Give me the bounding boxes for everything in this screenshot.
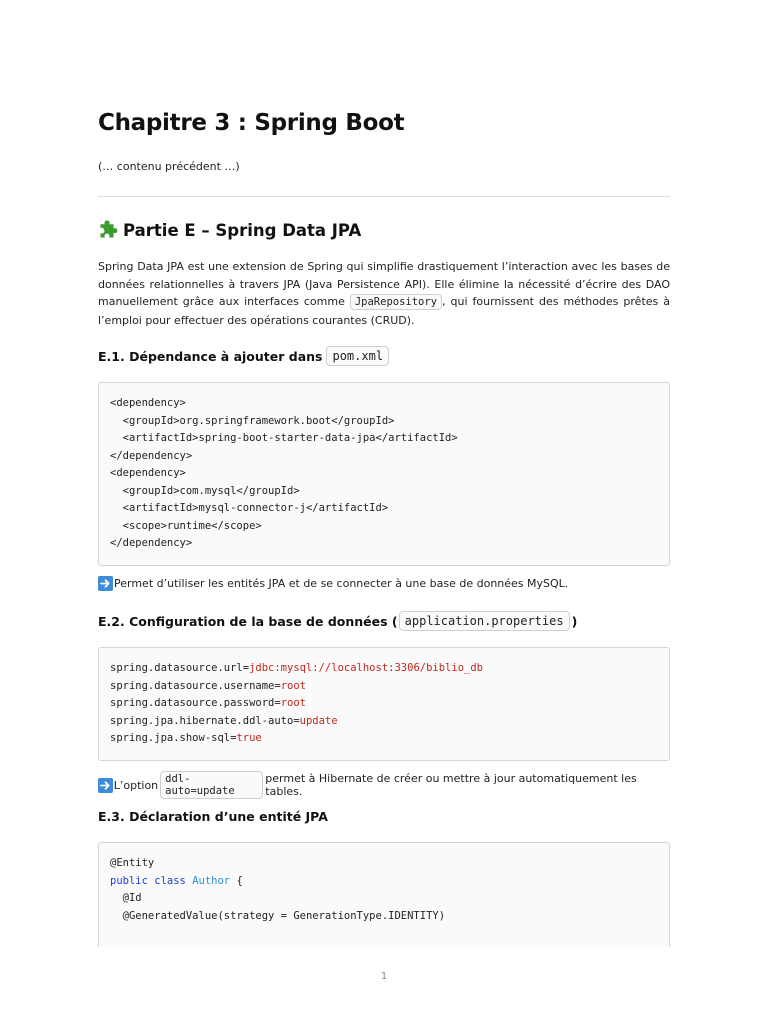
intro-text-part1: Spring Data JPA est une extension de Spring qui simplifie drastiquement l’interaction avec les bases de données relationnelles à travers JPA (Java Persistence API). Elle élimine la nécessité d’écrire des DAO manuellement grâce aux interfaces comme — [98, 260, 670, 308]
inline-code-pom-xml: pom.xml — [326, 346, 389, 366]
class-name: Author — [192, 874, 231, 887]
code-line: <artifactId>spring-boot-starter-data-jpa</artifactId> — [110, 432, 458, 444]
subsection-heading-e2 — [98, 611, 577, 631]
code-line: @GeneratedValue(strategy = GenerationType.IDENTITY) — [110, 909, 446, 922]
code-line: spring.jpa.show-sql=true — [110, 732, 262, 744]
note-e1 — [98, 576, 568, 591]
code-line: spring.datasource.url=jdbc:mysql://localhost:3306/biblio_db — [110, 662, 483, 674]
section-heading — [98, 218, 361, 242]
note-text-before: L’option — [113, 778, 159, 792]
code-line: <groupId>org.springframework.boot</groupId> — [110, 414, 395, 427]
code-line: spring.datasource.password=root — [110, 697, 306, 709]
code-line: spring.jpa.hibernate.ddl-auto=update — [110, 714, 338, 727]
note-text-after: permet à Hibernate de créer ou mettre à jour automatiquement les tables. — [265, 772, 637, 798]
note-text: Permet d’utiliser les entités JPA et de se connecter à une base de données MySQL. — [114, 577, 569, 590]
code-line: </dependency> — [110, 537, 193, 549]
code-block-dependencies — [98, 382, 670, 566]
intro-text-part2: , qui fournissent des méthodes prêtes à l’emploi pour effectuer des opérations courantes (CRUD). — [98, 295, 670, 327]
keyword: class — [154, 874, 186, 887]
code-line: <groupId>com.mysql</groupId> — [110, 484, 300, 497]
subsection-title-e2-close: ) — [571, 613, 578, 629]
intro-paragraph — [98, 258, 670, 329]
note-e2 — [98, 771, 670, 799]
code-line: public class Author { — [110, 874, 243, 887]
right-arrow-icon — [98, 576, 113, 591]
keyword: public — [110, 874, 148, 887]
subsection-heading-e1 — [98, 346, 389, 366]
inline-code-jparepository: JpaRepository — [350, 294, 442, 310]
right-arrow-icon — [98, 778, 113, 793]
chapter-title: Chapitre 3 : Spring Boot — [98, 110, 405, 136]
subsection-title-e1: E.1. Dépendance à ajouter dans — [98, 348, 323, 364]
code-line: </dependency> — [110, 449, 193, 462]
code-block-entity — [98, 842, 670, 947]
section-title: Partie E – Spring Data JPA — [123, 220, 362, 240]
inline-code-application-properties: application.properties — [399, 611, 570, 631]
horizontal-rule — [98, 196, 670, 197]
code-line: <dependency> — [110, 397, 186, 409]
code-line: <artifactId>mysql-connector-j</artifactId> — [110, 502, 389, 514]
page-number: 1 — [380, 971, 388, 982]
code-line: @Id — [110, 892, 142, 904]
code-line: <dependency> — [110, 467, 186, 479]
puzzle-icon — [98, 218, 122, 242]
subsection-heading-e3: E.3. Déclaration d’une entité JPA — [98, 809, 328, 824]
code-line: spring.datasource.username=root — [110, 679, 306, 692]
code-block-properties — [98, 647, 670, 761]
code-line: @Entity — [110, 857, 155, 869]
previous-content-note: (… contenu précédent …) — [98, 160, 240, 173]
subsection-title-e2: E.2. Configuration de la base de données ( — [98, 613, 398, 629]
inline-code-ddl-auto: ddl-auto=update — [160, 771, 263, 799]
code-line: <scope>runtime</scope> — [110, 519, 262, 532]
